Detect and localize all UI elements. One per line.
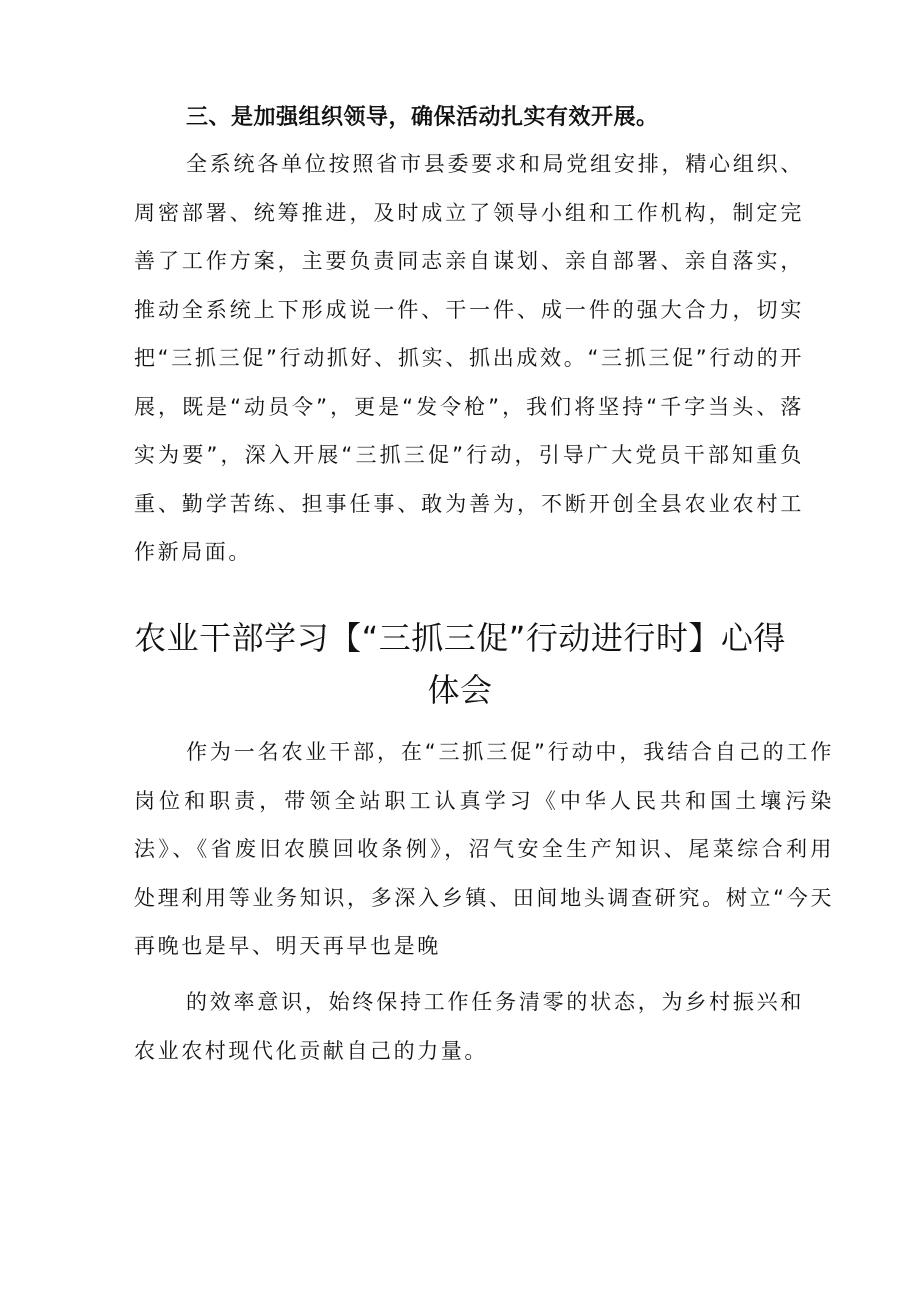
section-heading: 三、是加强组织领导，确保活动扎实有效开展。 <box>186 105 659 130</box>
article-title <box>130 612 790 716</box>
article-title-line-1: 农业干部学习【“三抓三促”行动进行时】心得 <box>134 619 786 657</box>
section-paragraph: 全系统各单位按照省市县委要求和局党组安排，精心组织、周密部署、统筹推进，及时成立了领导小组和工作机构，制定完善了工作方案，主要负责同志亲自谋划、亲自部署、亲自落实，推动全系统上下形成说一件、干一件、成一件的强大合力，切实把“三抓三促”行动抓好、抓实、抓出成效。“三抓三促”行动的开展，既是“动员令”，更是“发令枪”，我们将坚持“千字当头、落实为要”，深入开展“三抓三促”行动，引导广大党员干部知重负重、勤学苦练、担事任事、敢为善为，不断开创全县农业农村工作新局面。 <box>134 152 804 564</box>
article-title-line-2: 体会 <box>427 671 493 709</box>
article-paragraph-2: 的效率意识，始终保持工作任务清零的状态，为乡村振兴和农业农村现代化贡献自己的力量。 <box>134 990 804 1063</box>
article-paragraph-1: 作为一名农业干部，在“三抓三促”行动中，我结合自己的工作岗位和职责，带领全站职工认真学习《中华人民共和国土壤污染法》、《省废旧农膜回收条例》，沼气安全生产知识、尾菜综合利用处理利用等业务知识，多深入乡镇、田间地头调查研究。树立“今天再晚也是早、明天再早也是晚 <box>134 740 834 958</box>
